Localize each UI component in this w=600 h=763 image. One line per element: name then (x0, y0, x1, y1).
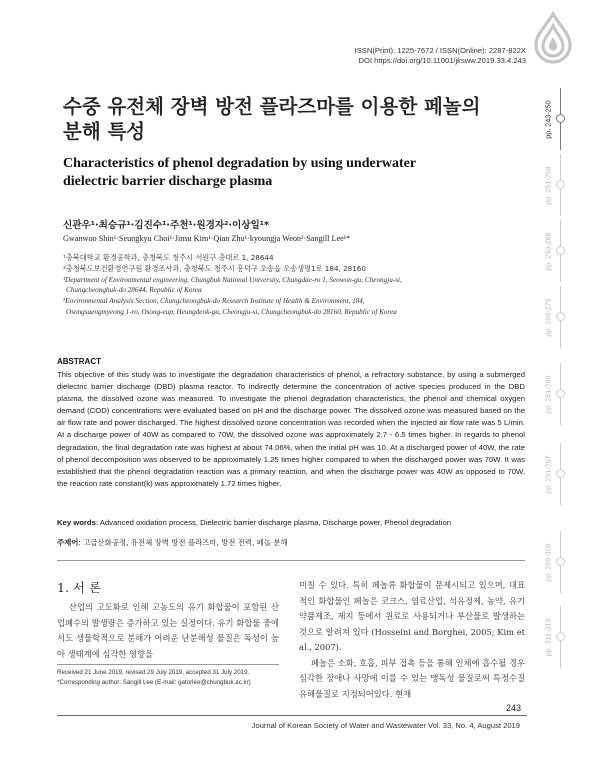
page-tab-label: pp. 243-250 (543, 99, 553, 139)
page-tab-4[interactable] (538, 286, 586, 348)
page-tab-label: pp. 291-297 (543, 454, 553, 494)
section-title: 1. 서 론 (57, 580, 102, 595)
issn-line: ISSN(Print): 1225-7672 / ISSN(Online): 2287-822X (354, 46, 526, 55)
page-tab-label: pp. 269-279 (543, 297, 553, 337)
column-2-paragraph-1: 미칠 수 있다. 특히 페놀류 화합물이 문제시되고 있으며, 대표적인 화합물인 페놀은 코크스, 염료산업, 석유정제, 농약, 유기약품제조, 제지 등에서 원료로 사용되거나 부산물로 발생하는 것으로 알려져 있다 (Hosseini and Borghei, 2005; Kim et al., 2007). (299, 580, 525, 652)
issn-doi-block (355, 46, 526, 66)
page-tab-label: pp. 259-268 (543, 231, 553, 271)
affiliations (63, 253, 523, 318)
article-page-tabs (538, 88, 586, 688)
page-tab-5[interactable] (538, 363, 586, 425)
title-korean (63, 94, 518, 144)
keywords-label: Key words (57, 518, 96, 527)
journal-logo-icon (528, 10, 578, 64)
doi-line: DOI https://doi.org/10.11001/jksww.2019.33.4.243 (358, 55, 526, 65)
journal-citation: Journal of Korean Society of Water and Wastewater Vol. 33, No. 4, August 2019 (251, 721, 520, 730)
footer-rule (57, 715, 527, 716)
keywords-english (57, 518, 525, 527)
title-korean-line-2: 분해 특성 (63, 120, 146, 143)
authors-korean: 신관우¹·최승규¹·김진수¹·주천¹·원경자²·이상일¹* (63, 220, 269, 231)
circle-marker-icon (556, 389, 565, 398)
page-tab-3[interactable] (538, 220, 586, 282)
title-english (63, 155, 518, 191)
page-tab-label: pp. 299-309 (543, 542, 553, 582)
section-divider (57, 560, 525, 561)
page-tab-label: pp. 311-319 (543, 618, 553, 656)
page-tab-2[interactable] (538, 154, 586, 216)
received-dates: Received 21 June 2019, revised 29 July 2019, accepted 31 July 2019. (57, 669, 250, 676)
affiliation-ko-1: ¹충북대학교 환경공학과, 충청북도 청주시 서원구 충대로 1, 28644 (63, 253, 274, 262)
affiliation-en-1-cont: Chungcheongbuk-do 28644, Republic of Korea (66, 286, 202, 295)
abstract-heading: ABSTRACT (57, 357, 101, 366)
circle-marker-icon (556, 246, 565, 255)
circle-marker-icon (556, 632, 565, 641)
affiliation-en-2-cont: Osongsaengmyeong 1-ro, Osong-eup, Heungdeok-gu, Cheongju-si, Chungcheongbuk-do 28160, Republic of Korea (66, 307, 397, 316)
page-tab-7[interactable] (538, 531, 586, 593)
footnote-rule (57, 664, 279, 665)
circle-marker-icon (556, 557, 565, 566)
footnotes (57, 668, 287, 687)
circle-marker-icon (556, 469, 565, 478)
column-1-text (57, 600, 279, 662)
column-2-paragraph-2: 페놀은 소화, 호흡, 피부 접촉 등을 통해 인체에 흡수될 경우 심각한 장애나 사망에 이를 수 있는 맹독성 물질로써 특정수질유해물질로 지정되어있다. 현재 (299, 657, 525, 699)
page-tab-label: pp. 281-289 (543, 374, 553, 414)
page-tab-6[interactable] (538, 443, 586, 505)
affiliation-ko-2: ²충청북도보건환경연구원 환경조사과, 충청북도 청주시 흥덕구 오송읍 오송생명1로 184, 28160 (63, 263, 366, 273)
title-english-line-2: dielectric barrier discharge plasma (63, 174, 273, 189)
title-korean-line-1: 수중 유전체 장벽 방전 플라즈마를 이용한 페놀의 (63, 95, 481, 118)
circle-marker-icon (556, 114, 565, 123)
column-2-text (299, 578, 525, 702)
page-tab-8[interactable] (538, 606, 586, 668)
column-1-paragraph: 산업의 고도화로 인해 고농도의 유기 화합물이 포함된 산업폐수의 발생량은 증가하고 있는 실정이다. 유기 화합물 중에서도 생물학적으로 분해가 어려운 난분해성 물질은 독성이 높아 생태계에 심각한 영향을 (57, 602, 279, 659)
circle-marker-icon (556, 312, 565, 321)
authors-english: Gwanwoo Shin¹·Seungkyu Choi¹·Jinsu Kim¹·Qian Zhu¹·kyoungja Weon²·Sangill Lee¹* (63, 234, 351, 243)
keywords-ko-label: 주제어 (57, 538, 79, 547)
page-number: 243 (506, 703, 522, 713)
keywords-korean (57, 537, 525, 548)
affiliation-en-1: ¹Department of Environmental engineering, Chungbuk National University, Chungdae-ro 1, Seowon-gu, Cheongju-si, (63, 275, 402, 284)
abstract-body: This objective of this study was to investigate the degradation characteristics of phenol, a refractory substance, by using a submerged dielectric barrier discharge (DBD) plasma reactor. To indirectly determine the concentration of active species produced in the DBD plasma, the dissolved ozone was measured. To investigate the phenol degradation characteristics, the phenol and chemical oxygen demand (COD) concentrations were evaluated based on pH and the discharge power. The dissolved ozone was measured based on the air flow rate and power discharged. The highest dissolved ozone concentration was recorded when the injected air flow rate was 5 L/min. At a discharge power of 40W as compared to 70W, the dissolved ozone was approximately 2.7 - 6.5 times higher. In regards to phenol degradation, the final degradation rate was highest at about 74.06%, when the initial pH was 10. At a discharged power of 40W, the rate of phenol decomposition was observed to be approximately 1.25 times higher compared to when the discharged power was 70W. It was established that the phenol degradation reaction was a primary reaction, and when the discharge power was 40W as opposed to 70W, the reaction rate constant(k) was approximately 1.72 times higher. (57, 370, 525, 488)
circle-marker-icon (556, 180, 565, 189)
keywords-ko-text: : 고급산화공정, 유전체 장벽 방전 플라즈마, 방전 전력, 페놀 분해 (78, 538, 288, 547)
affiliation-en-2: ²Environmental Analysis Section, Chungcheongbuk-do Research Institute of Health & Environment, 184, (63, 297, 365, 306)
title-english-line-1: Characteristics of phenol degradation by using underwater (63, 156, 417, 171)
keywords-text: : Advanced oxidation process, Dielectric barrier discharge plasma, Discharge power, Phenol degradation (95, 518, 451, 527)
corresponding-author: *Corresponding author: Sangill Lee (E-mail: gatorlee@chungbuk.ac.kr) (57, 678, 251, 686)
page-tab-1[interactable] (538, 88, 586, 150)
page-tab-label: pp. 251-258 (543, 165, 553, 205)
